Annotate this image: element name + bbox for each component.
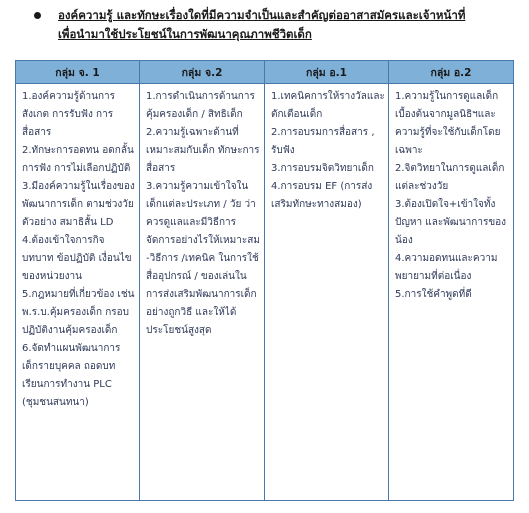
column-cell-o1 [265,84,389,501]
column-header-j2: กลุ่ม จ.2 [140,61,265,84]
list-item: 2.จิตวิทยาในการดูแลเด็กแต่ละช่วงวัย [395,163,505,192]
list-item: 3.มีองค์ความรู้ในเรื่องของพัฒนาการเด็ก ตามช่วงวัย ตัวอย่าง สมาธิสั้น LD [22,181,135,228]
column-cell-o2 [389,84,514,501]
heading-block [34,6,514,44]
list-item: 1.ความรู้ในการดูแลเด็กเบื้องต้นจากมูลนิธิฯและความรู้ที่จะใช้กับเด็กโดยเฉพาะ [395,91,501,156]
table-row [16,84,514,501]
list-item: 4.ต้องเข้าใจการกิจ บทบาท ข้อปฏิบัติ เงื่อนไขของหน่วยงาน [22,235,132,282]
list-item: 1.เทคนิคการให้รางวัลและตักเตือนเด็ก [271,91,385,120]
table-header-row [16,61,514,84]
list-item: -วิธีการ /เทคนิค ในการใช้สื่ออุปกรณ์ / ของเล่นในการส่งเสริมพัฒนาการเด็กอย่างถูกวิธี และให้ได้ประโยชน์สูงสุด [146,253,259,336]
list-item: 1.การดำเนินการด้านการคุ้มครองเด็ก / สิทธิเด็ก [146,91,255,120]
column-header-o1: กลุ่ม อ.1 [265,61,389,84]
list-item: 2.ทักษะการอดทน อดกลั้น การฟัง การไม่เลือกปฏิบัติ [22,145,134,174]
column-header-j1: กลุ่ม จ. 1 [16,61,140,84]
heading-line-1: องค์ความรู้ และทักษะเรื่องใดที่มีความจำเป็นและสำคัญต่ออาสาสมัครและเจ้าหน้าที่ [58,8,466,22]
list-item: 3.การอบรมจิตวิทยาเด็ก [271,163,374,174]
list-item: 5.การใช้คำพูดที่ดี [395,289,472,300]
group-table [15,60,514,501]
column-cell-j1 [16,84,140,501]
list-item: 3.ความรู้ความเข้าใจในเด็กแต่ละประเภท / วัย ว่าควรดูแลและมีวิธีการจัดการอย่างไรให้เหมาะสม [146,181,260,246]
list-item: 5.กฎหมายที่เกี่ยวข้อง เช่น พ.ร.บ.คุ้มครองเด็ก กรอบปฏิบัติงานคุ้มครองเด็ก [22,289,135,336]
list-item: 6.จัดทำแผนพัฒนาการเด็กรายบุคคล ถอดบทเรียนการทำงาน PLC (ชุมชนสนทนา) [22,343,121,408]
heading-line-2: เพื่อนำมาใช้ประโยชน์ในการพัฒนาคุณภาพชีวิตเด็ก [58,27,312,41]
list-item: 2.การอบรมการสื่อสาร , รับฟัง [271,127,375,156]
list-item: 4.การอบรม EF (การส่งเสริมทักษะทางสมอง) [271,181,373,210]
column-cell-j2 [140,84,265,501]
list-item: 4.ความอดทนและความพยายามที่ต่อเนื่อง [395,253,498,282]
list-item: 3.ต้องเปิดใจ+เข้าใจทั้งปัญหา และพัฒนาการของน้อง [395,199,507,246]
list-item: 2.ความรู้เฉพาะด้านที่เหมาะสมกับเด็ก ทักษะการสื่อสาร [146,127,260,174]
list-item: 1.องค์ความรู้ด้านการสังเกต การรับฟัง การสื่อสาร [22,91,115,138]
bullet-icon [34,12,41,19]
column-header-o2: กลุ่ม อ.2 [389,61,514,84]
